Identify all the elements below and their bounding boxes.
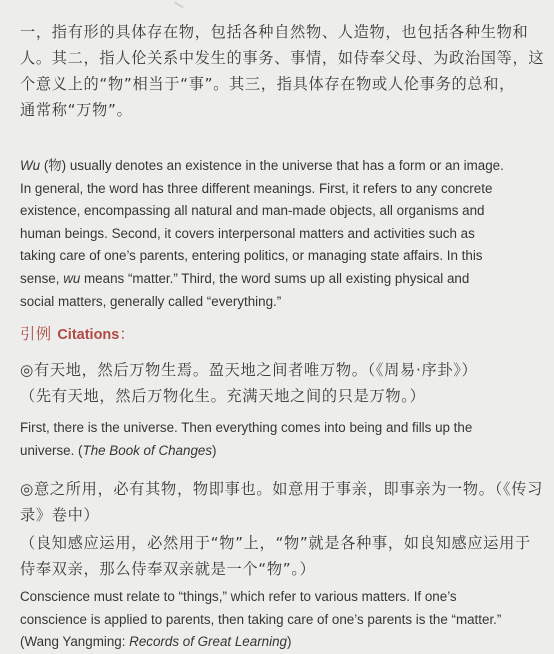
definition-line: taking care of one’s parents, entering politics, or managing state affairs. In this (20, 248, 483, 264)
intro-line: 一，指有形的具体存在物，包括各种自然物、人造物，也包括各种生物和 (20, 23, 529, 41)
intro-line: 人。其二，指人伦关系中发生的事务、事情，如侍奉父母、为政治国等，这 (20, 49, 545, 67)
citations-heading: 引例 Citations： (20, 325, 136, 343)
intro-paragraph-zh (20, 19, 545, 123)
source-title: The Book of Changes (82, 442, 213, 458)
intro-line: 通常称“万物”。 (20, 101, 133, 119)
definition-line: Wu (物) usually denotes an existence in the universe that has a form or an image. (20, 158, 504, 173)
citation-1-modern: （先有天地，然后万物化生。充满天地之间的只是万物。） (20, 387, 426, 405)
source-title: Records of Great Learning (129, 634, 287, 650)
citation-2-translation: Conscience must relate to “things,” which refer to various matters. If one’s conscience is applied to parents, then taking care of one’s parents is the “matter.” (Wang Yangming: Records of Great Learning) (20, 589, 502, 650)
definition-paragraph-en (20, 155, 542, 313)
definition-line: In general, the word has three different meanings. First, it refers to any concrete (20, 180, 493, 196)
term-wu: Wu (20, 158, 41, 173)
definition-line: sense, wu means “matter.” Third, the word sums up all existing physical and (20, 270, 470, 286)
citation-2-modern: （良知感应运用，必然用于“物”上，“物”就是各种事，如良知感应运用于 侍奉双亲，那么侍奉双亲就是一个“物”。） (20, 534, 531, 578)
citation-2-original: ◎意之所用，必有其物，物即事也。如意用于事亲，即事亲为一物。（《传习 录》卷中） (20, 480, 544, 524)
citation-1-original: ◎有天地，然后万物生焉。盈天地之间者唯万物。（《周易·序卦》） (20, 361, 478, 379)
citation-1-translation: First, there is the universe. Then everything comes into being and fills up the universe. (The Book of Changes) (20, 420, 473, 458)
intro-line: 个意义上的“物”相当于“事”。其三，指具体存在物或人伦事务的总和， (20, 75, 516, 93)
definition-line: human beings. Second, it covers interpersonal matters and activities such as (20, 225, 475, 241)
page-mark (174, 2, 184, 9)
term-wu: wu (63, 270, 81, 286)
definition-line: social matters, generally called “everything.” (20, 293, 282, 309)
definition-line: existence, encompassing all natural and man-made objects, all organisms and (20, 203, 485, 219)
